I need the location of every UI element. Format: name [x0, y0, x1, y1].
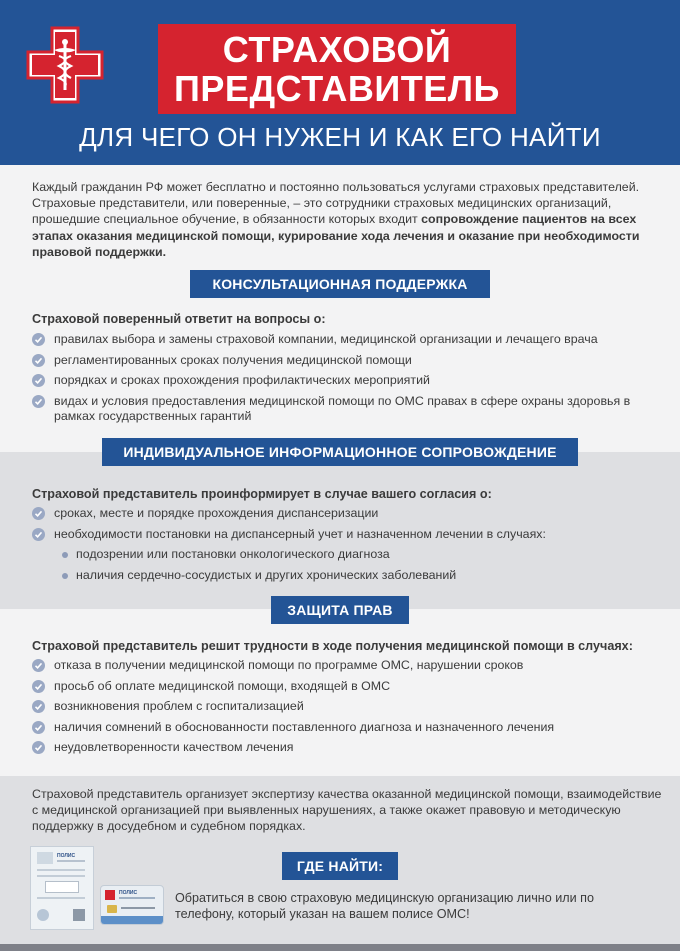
list-item: видах и условия предоставления медицинской помощи по ОМС правах в сфере охраны здоровья в рамках государственных гарантий [32, 394, 657, 425]
section-lead-info: Страховой представитель проинформирует в случае вашего согласия о: [32, 487, 492, 501]
list-item: наличия сомнений в обоснованности поставленного диагноза и назначенного лечения [32, 720, 657, 736]
list-item: необходимости постановки на диспансерный учет и назначенном лечении в случаях: [32, 527, 657, 543]
check-icon [32, 528, 45, 541]
check-icon [32, 374, 45, 387]
bottom-strip [0, 944, 680, 951]
title-box [158, 24, 516, 114]
outro-paragraph: Страховой представитель организует экспертизу качества оказанной медицинской помощи, взаимодействие с медицинской организацией при выявленных нарушениях, а также окажет правовую и методическую поддержку в досудебном и судебном порядках. [32, 787, 662, 834]
bullet-dot-icon [62, 573, 68, 579]
title-line-2: ПРЕДСТАВИТЕЛЬ [174, 68, 500, 109]
intro-text: Каждый гражданин РФ может бесплатно и постоянно пользоваться услугами страховых представителей. Страховые представители, или поверенные, – это сотрудники страховых медицинских организаций, прошедшие специальное обучение, в обязанности которых входит [32, 180, 640, 227]
check-icon [32, 333, 45, 346]
section-lead-rights: Страховой представитель решит трудности в ходе получения медицинской помощи в случаях: [32, 639, 633, 653]
list-item: возникновения проблем с госпитализацией [32, 699, 657, 715]
check-icon [32, 354, 45, 367]
list-item: неудовлетворенности качеством лечения [32, 740, 657, 756]
list-item: регламентированных сроках получения медицинской помощи [32, 353, 657, 369]
check-icon [32, 700, 45, 713]
consulting-list [32, 332, 657, 425]
list-subitem: наличия сердечно-сосудистых и других хронических заболеваний [62, 568, 642, 584]
section-heading-find: ГДЕ НАЙТИ: [282, 852, 398, 880]
list-item: сроках, месте и порядке прохождения диспансеризации [32, 506, 657, 522]
check-icon [32, 680, 45, 693]
list-item: порядках и сроках прохождения профилактических мероприятий [32, 373, 657, 389]
section-heading-rights: ЗАЩИТА ПРАВ [271, 596, 409, 624]
section-heading-consulting: КОНСУЛЬТАЦИОННАЯ ПОДДЕРЖКА [190, 270, 490, 298]
oms-policy-card-image: ПОЛИС [100, 885, 164, 925]
page-subtitle: ДЛЯ ЧЕГО ОН НУЖЕН И КАК ЕГО НАЙТИ [79, 122, 601, 152]
intro-bold-text: сопровождение пациентов на всех этапах оказания медицинской помощи, курирование хода лечения и оказание при необходимости правовой поддержки. [32, 212, 640, 259]
check-icon [32, 721, 45, 734]
list-item: отказа в получении медицинской помощи по программе ОМС, нарушении сроков [32, 658, 657, 674]
list-item: просьб об оплате медицинской помощи, входящей в ОМС [32, 679, 657, 695]
find-text: Обратиться в свою страховую медицинскую организацию лично или по телефону, который указан на вашем полисе ОМС! [175, 891, 594, 921]
info-sublist [62, 547, 642, 583]
oms-policy-document-image: ПОЛИС [30, 846, 94, 930]
intro-paragraph [32, 179, 652, 260]
section-lead-consulting: Страховой поверенный ответит на вопросы о: [32, 312, 326, 326]
medical-cross-caduceus-icon [26, 26, 104, 104]
list-subitem: подозрении или постановки онкологического диагноза [62, 547, 642, 563]
rights-list [32, 658, 657, 756]
header-banner [0, 0, 680, 165]
check-icon [32, 395, 45, 408]
list-item: правилах выбора и замены страховой компании, медицинской организации и лечащего врача [32, 332, 657, 348]
title-line-1: СТРАХОВОЙ [222, 29, 452, 70]
info-list [32, 506, 657, 542]
check-icon [32, 659, 45, 672]
bullet-dot-icon [62, 552, 68, 558]
check-icon [32, 741, 45, 754]
section-heading-info: ИНДИВИДУАЛЬНОЕ ИНФОРМАЦИОННОЕ СОПРОВОЖДЕНИЕ [102, 438, 578, 466]
check-icon [32, 507, 45, 520]
